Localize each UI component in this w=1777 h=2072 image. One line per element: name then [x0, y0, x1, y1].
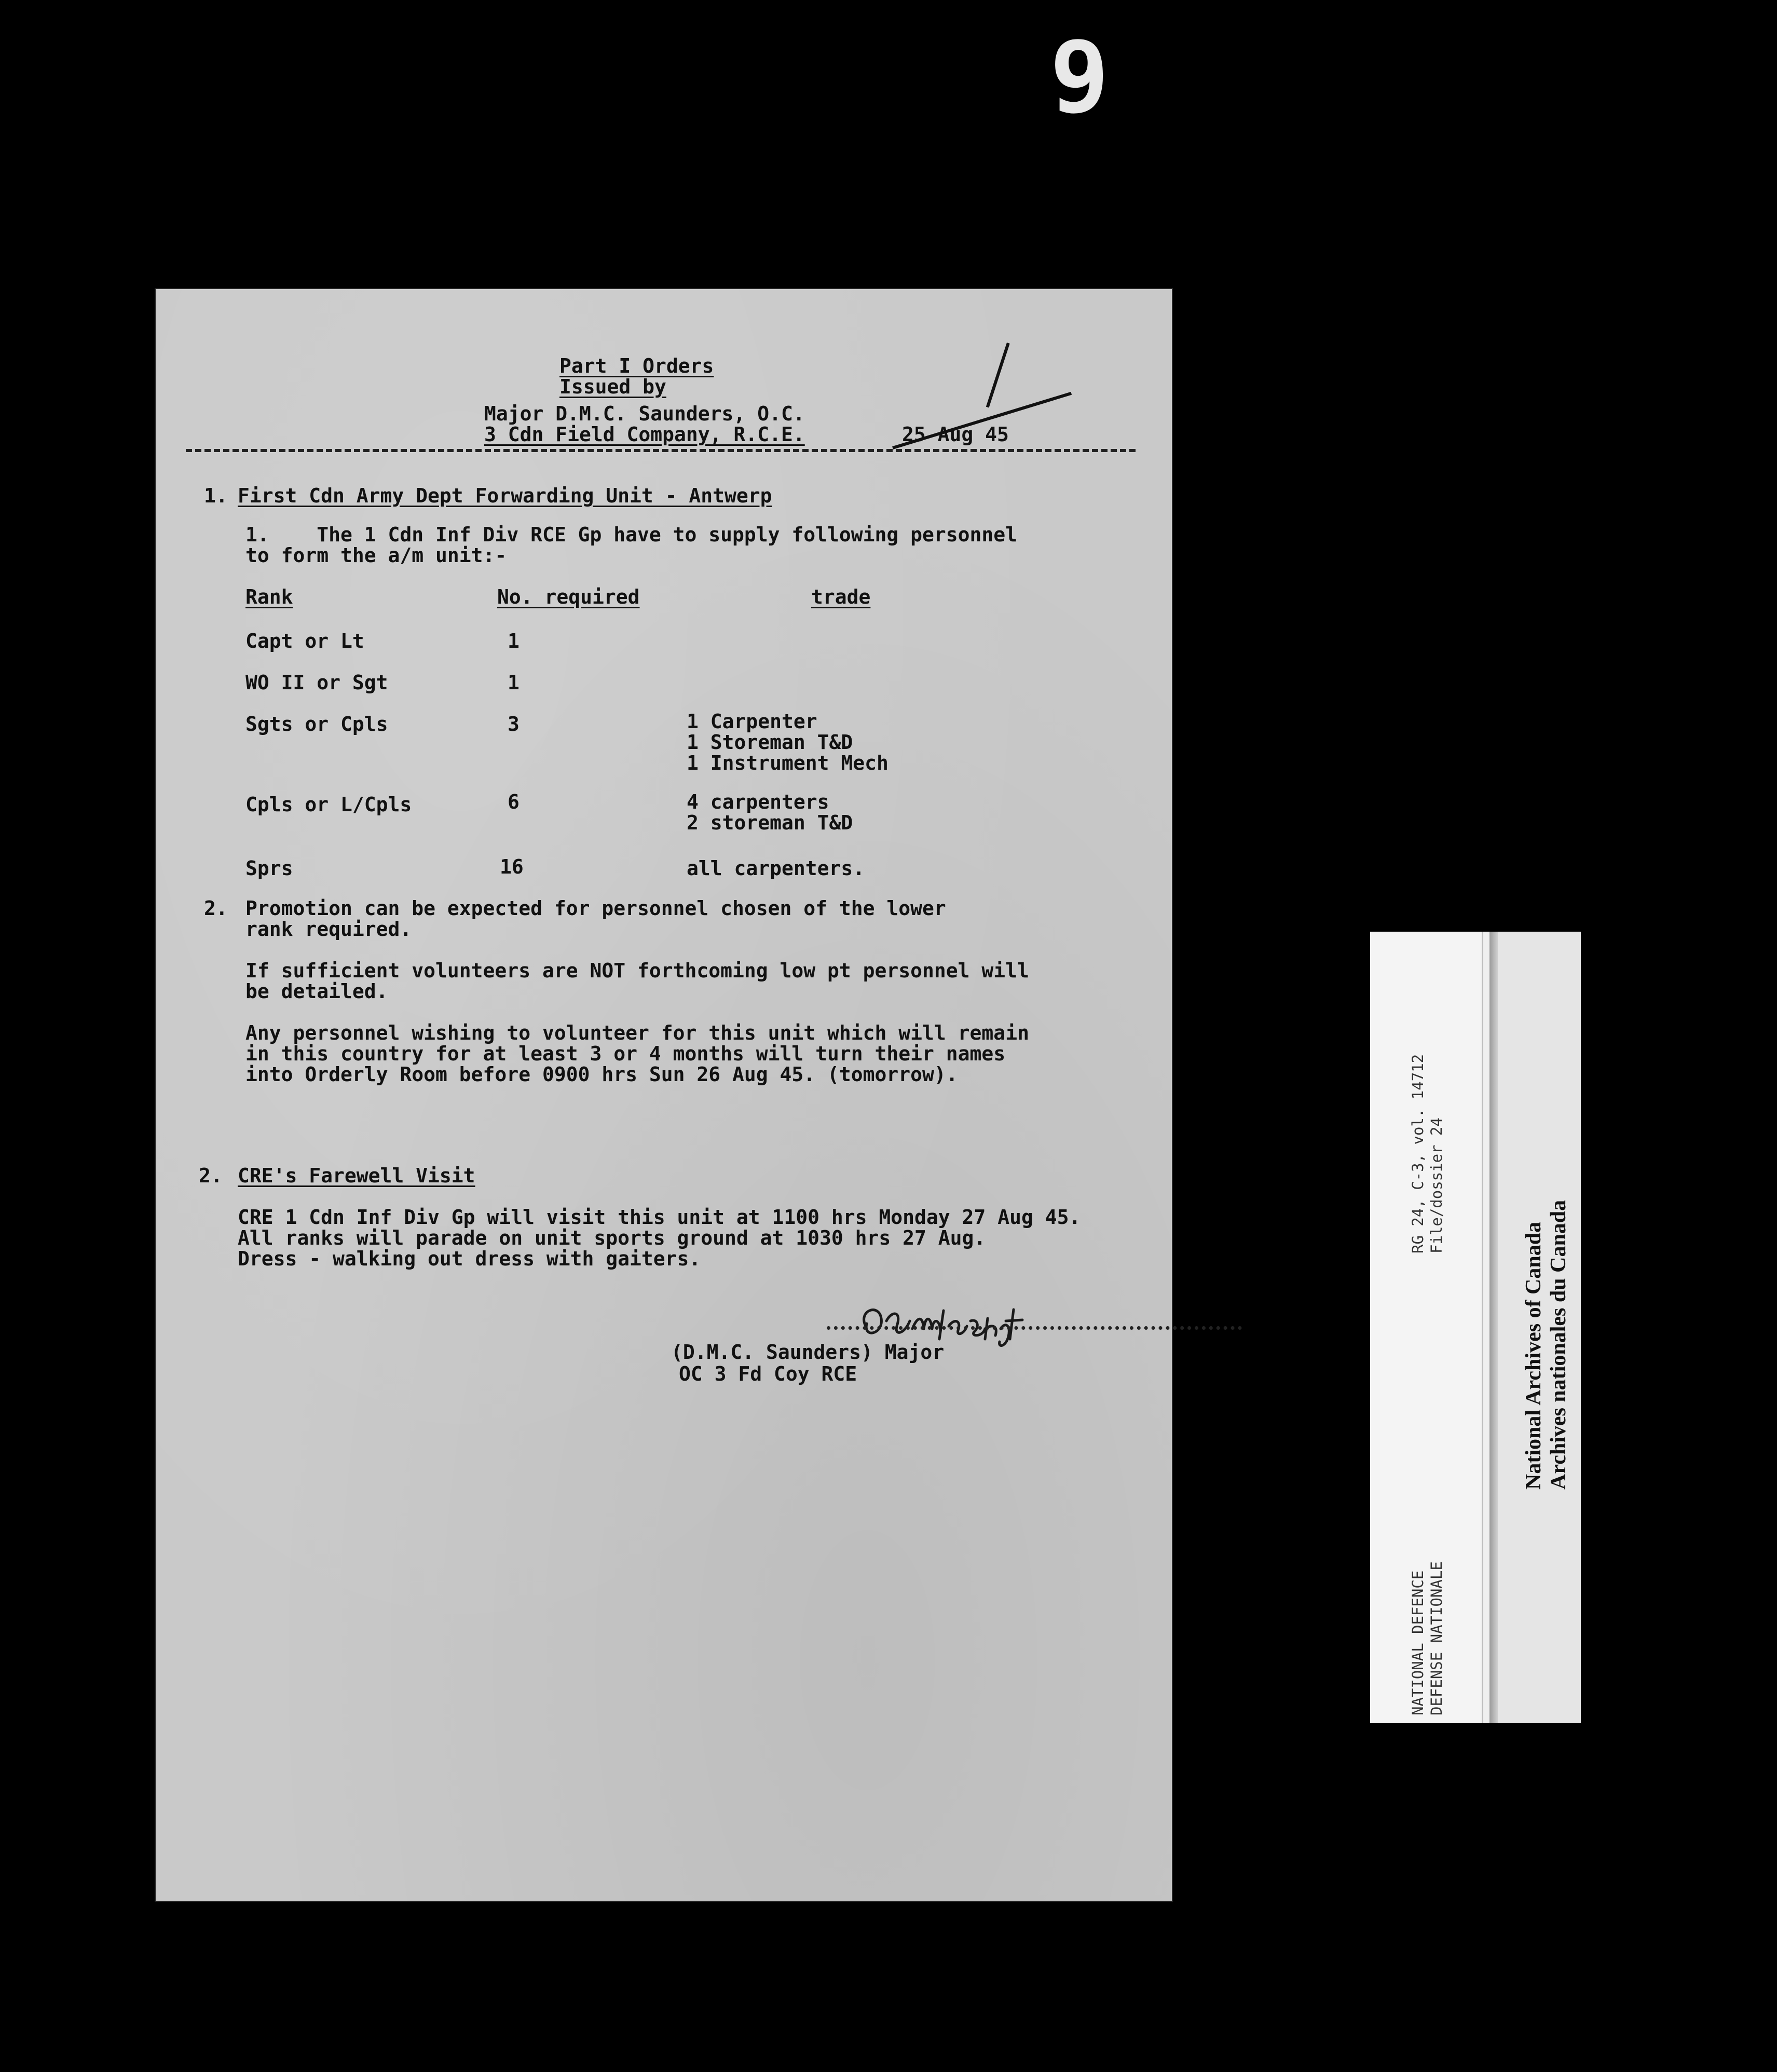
section-2-line-1: CRE 1 Cdn Inf Div Gp will visit this unit at 1100 hrs Monday 27 Aug 45. — [238, 1206, 1081, 1229]
table-trade: all carpenters. — [687, 857, 865, 880]
table-number: 1 — [508, 630, 520, 652]
department-line-1: NATIONAL DEFENCE — [1409, 1570, 1427, 1715]
table-rank: WO II or Sgt — [245, 671, 388, 694]
document-page — [155, 288, 1173, 1902]
table-rank: Capt or Lt — [245, 630, 364, 652]
section-1-para-4-line-3: into Orderly Room before 0900 hrs Sun 26 Aug 45. (tomorrow). — [245, 1063, 958, 1086]
table-number: 1 — [508, 671, 520, 694]
section-2-number: 2. — [199, 1164, 223, 1187]
section-1-para-4-line-2: in this country for at least 3 or 4 months will turn their names — [245, 1042, 1006, 1065]
archive-reference-line-1: RG 24, C-3, vol. 14712 — [1409, 1054, 1427, 1253]
table-trade: 1 Instrument Mech — [687, 752, 888, 774]
section-2-line-3: Dress - walking out dress with gaiters. — [238, 1247, 701, 1270]
table-number: 16 — [500, 855, 524, 878]
section-1-para-1-line-1: 1. The 1 Cdn Inf Div RCE Gp have to supply following personnel — [245, 523, 1018, 546]
section-1-para-3-line-1: If sufficient volunteers are NOT forthcoming low pt personnel will — [245, 959, 1029, 982]
signatory-name: (D.M.C. Saunders) Major — [671, 1341, 945, 1364]
archives-name-french: Archives nationales du Canada — [1547, 1199, 1570, 1490]
section-2-title: CRE's Farewell Visit — [238, 1164, 475, 1187]
section-1-title: First Cdn Army Dept Forwarding Unit - Antwerp — [238, 484, 772, 507]
section-1-para-3-line-2: be detailed. — [245, 980, 388, 1003]
table-rank: Sgts or Cpls — [245, 713, 388, 735]
table-number: 6 — [508, 790, 520, 813]
department-line-2: DEFENSE NATIONALE — [1428, 1561, 1445, 1715]
archive-label-band — [1489, 932, 1581, 1723]
section-1-para-1-line-2: to form the a/m unit:- — [245, 544, 507, 567]
section-1-para-4-line-1: Any personnel wishing to volunteer for this unit which will remain — [245, 1021, 1029, 1044]
section-1-para-2-line-1: Promotion can be expected for personnel chosen of the lower — [245, 897, 946, 920]
frame-number: 9 — [1049, 20, 1110, 135]
archive-label-reference-panel — [1370, 932, 1483, 1723]
section-1-para-2-line-2: rank required. — [245, 918, 412, 940]
header-divider — [186, 449, 1136, 452]
document-title: Part I Orders — [559, 355, 714, 377]
archive-label — [1370, 932, 1581, 1723]
table-rank: Cpls or L/Cpls — [245, 793, 412, 816]
document-date: 25 Aug 45 — [902, 423, 1009, 446]
archive-reference-line-2: File/dossier 24 — [1428, 1117, 1445, 1253]
signature-dotted-line — [827, 1326, 1242, 1330]
table-number: 3 — [508, 713, 520, 735]
table-trade: 1 Storeman T&D — [687, 731, 853, 754]
issuing-officer: Major D.M.C. Saunders, O.C. — [484, 402, 805, 425]
table-trade: 4 carpenters — [687, 790, 829, 813]
table-trade: 2 storeman T&D — [687, 811, 853, 834]
issuing-unit: 3 Cdn Field Company, R.C.E. — [484, 423, 805, 446]
section-2-line-2: All ranks will parade on unit sports ground at 1030 hrs 27 Aug. — [238, 1226, 986, 1249]
table-trade: 1 Carpenter — [687, 710, 817, 733]
table-header-rank: Rank — [245, 585, 293, 608]
table-rank: Sprs — [245, 857, 293, 880]
archives-name-english: National Archives of Canada — [1522, 1221, 1546, 1490]
section-1-number: 1. — [204, 484, 228, 507]
section-1-para-2-number: 2. — [204, 897, 228, 920]
table-header-trade: trade — [811, 585, 871, 608]
table-header-number: No. required — [497, 585, 640, 608]
signatory-title: OC 3 Fd Coy RCE — [679, 1362, 857, 1385]
issued-by: Issued by — [559, 375, 666, 398]
